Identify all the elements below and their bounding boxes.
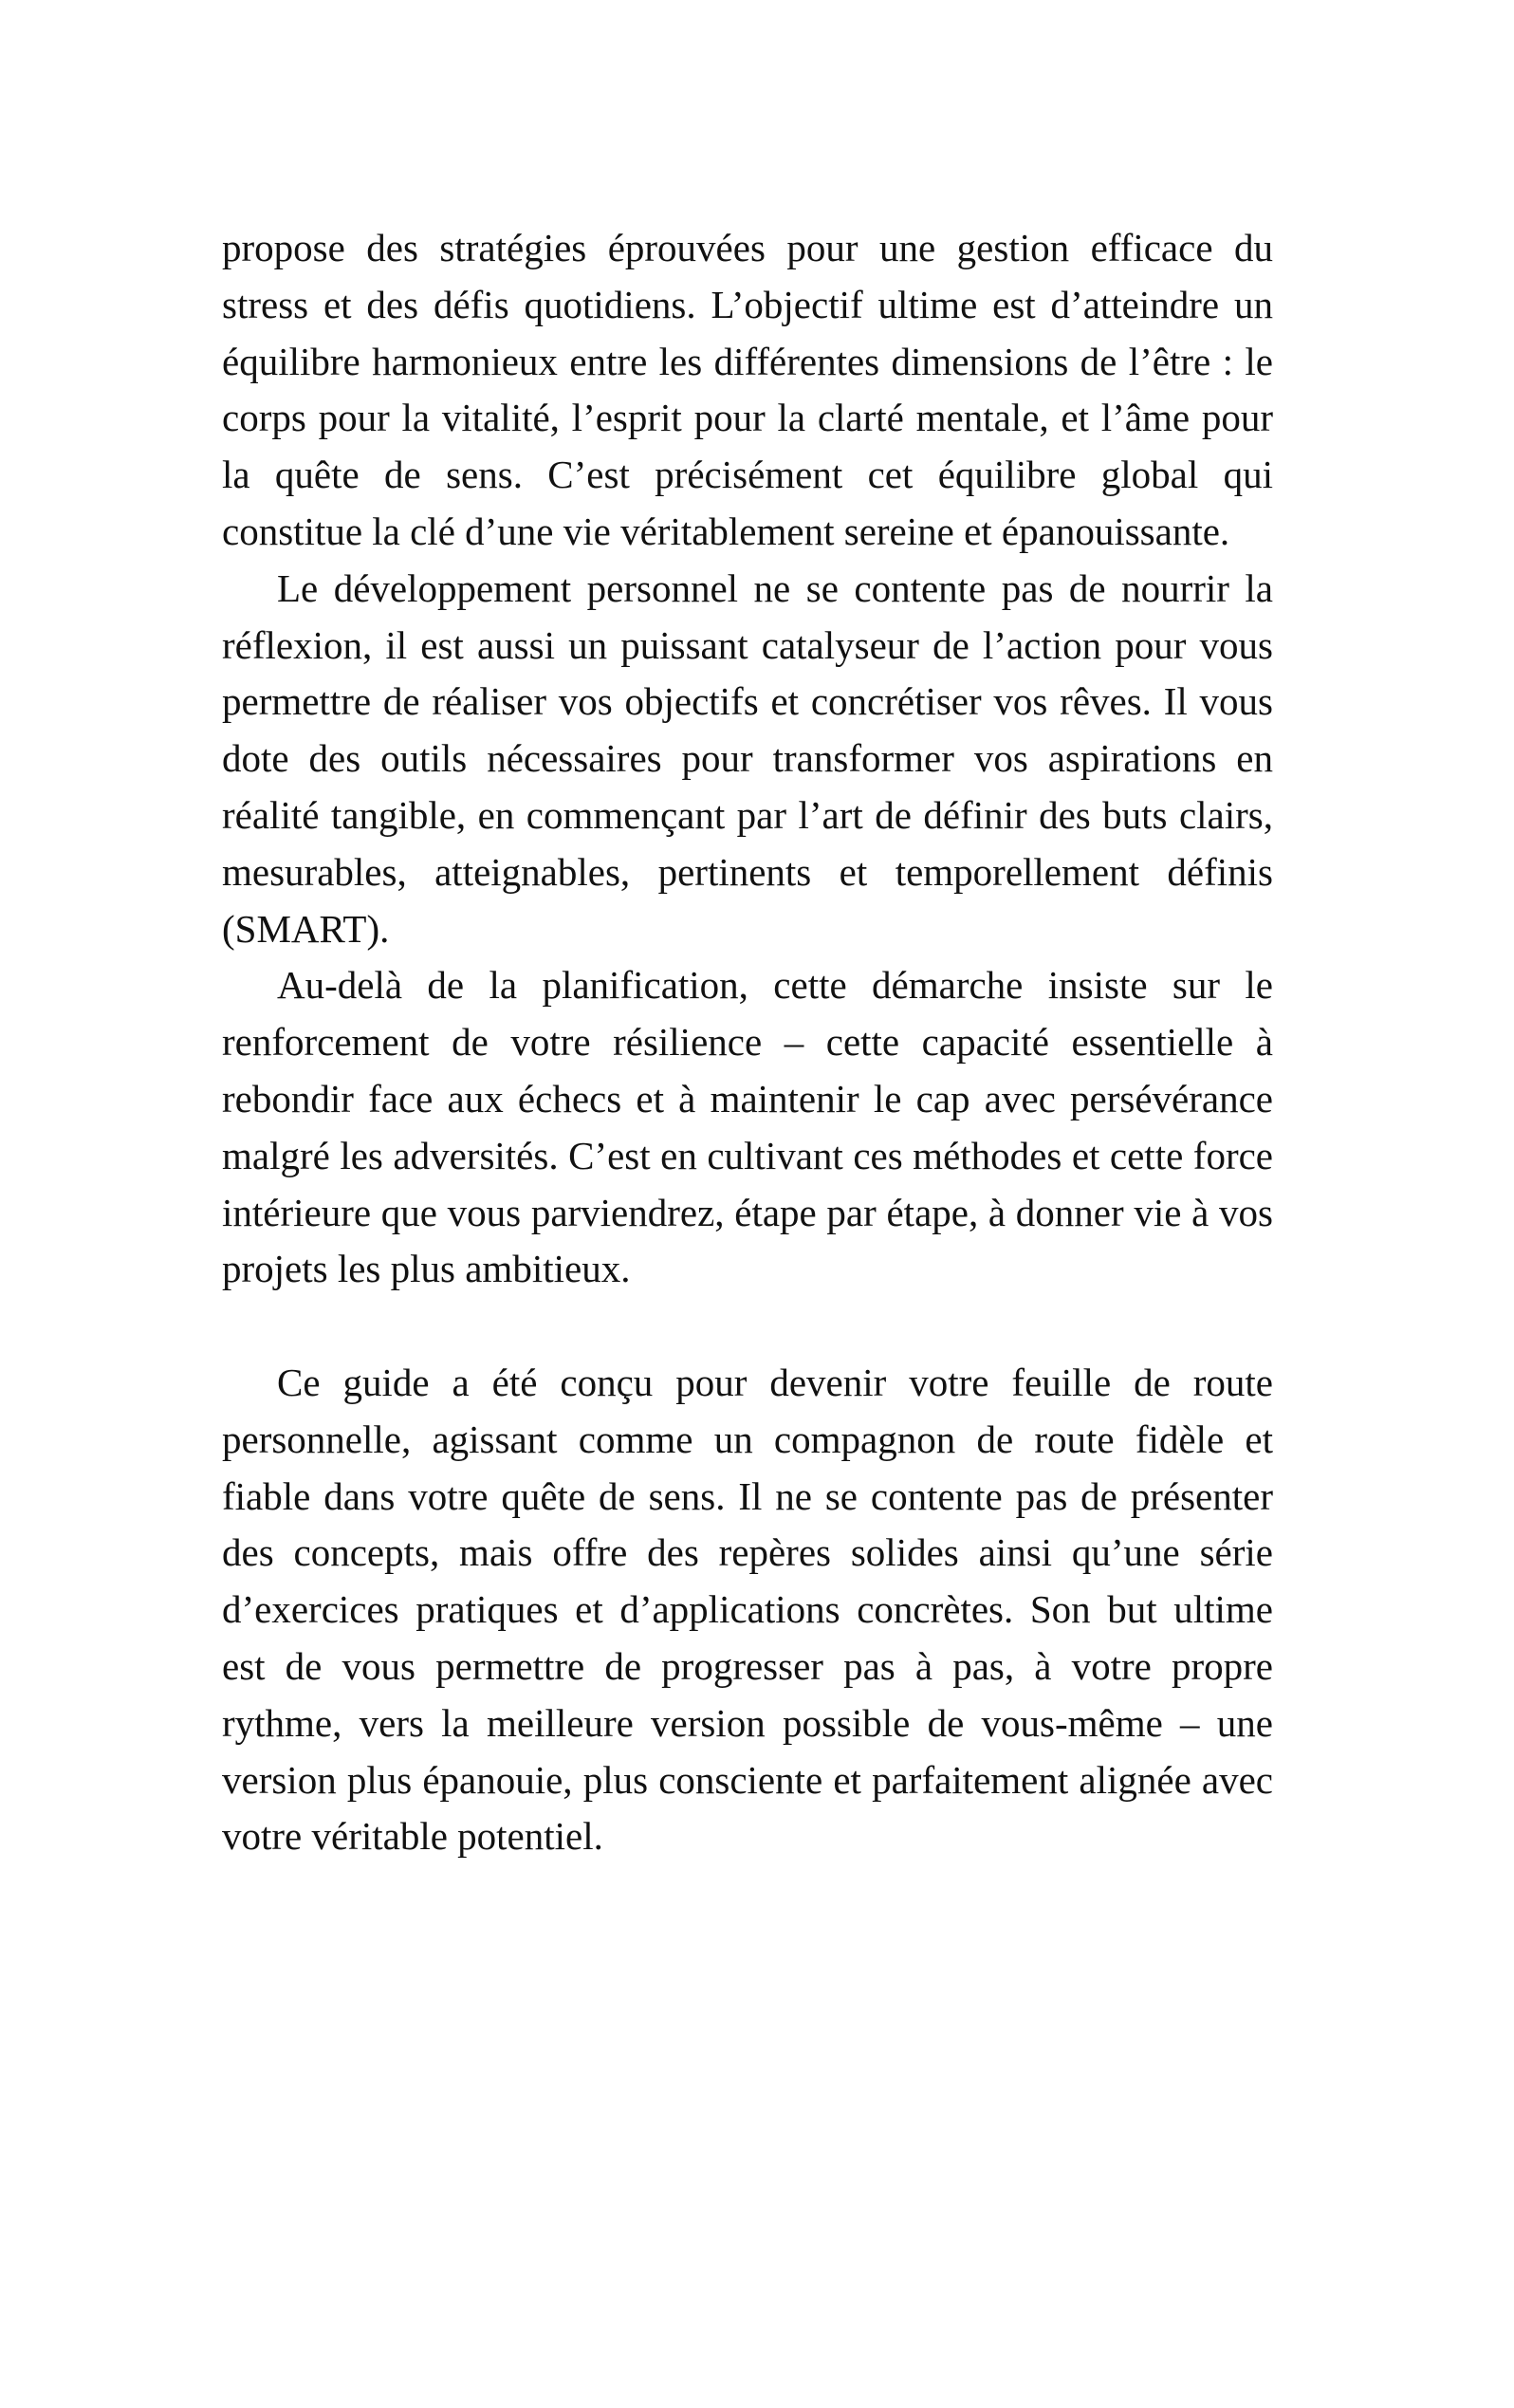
paragraph-guide-purpose: Ce guide a été conçu pour devenir votre feuille de route personnelle, agissant comme un compagnon de route fidèle et fiable dans votre quête de sens. Il ne se contente pas de présenter des concepts, mais offre des repères solides ainsi qu’une série d’exercices pratiques et d’applications concrètes. Son but ultime est de vous permettre de progresser pas à pas, à votre propre rythme, vers la meilleure version possible de vous-même – une version plus épanouie, plus consciente et parfaitement alignée avec votre véritable potentiel. (222, 1360, 1273, 1859)
paragraph-continued: propose des stratégies éprouvées pour une gestion efficace du stress et des défis quotidiens. L’objectif ultime est d’atteindre un équilibre harmonieux entre les différentes dimensions de l’être : le corps pour la vitalité, l’esprit pour la clarté mentale, et l’âme pour la quête de sens. C’est précisément cet équilibre global qui constitue la clé d’une vie véritablement sereine et épanouissante. (222, 226, 1273, 553)
paragraph-personal-development: Le développement personnel ne se contente pas de nourrir la réflexion, il est aussi un puissant catalyseur de l’action pour vous permettre de réaliser vos objectifs et concrétiser vos rêves. Il vous dote des outils nécessaires pour transformer vos aspirations en réalité tangible, en commençant par l’art de définir des buts clairs, mesurables, atteignables, pertinents et temporellement définis (SMART). (222, 565, 1273, 951)
body-text (222, 220, 1273, 1865)
paragraph-resilience: Au-delà de la planification, cette démarche insiste sur le renforcement de votre résilience – cette capacité essentielle à rebondir face aux échecs et à maintenir le cap avec persévérance malgré les adversités. C’est en cultivant ces méthodes et cette force intérieure que vous parviendrez, étape par étape, à donner vie à vos projets les plus ambitieux. (222, 963, 1273, 1291)
